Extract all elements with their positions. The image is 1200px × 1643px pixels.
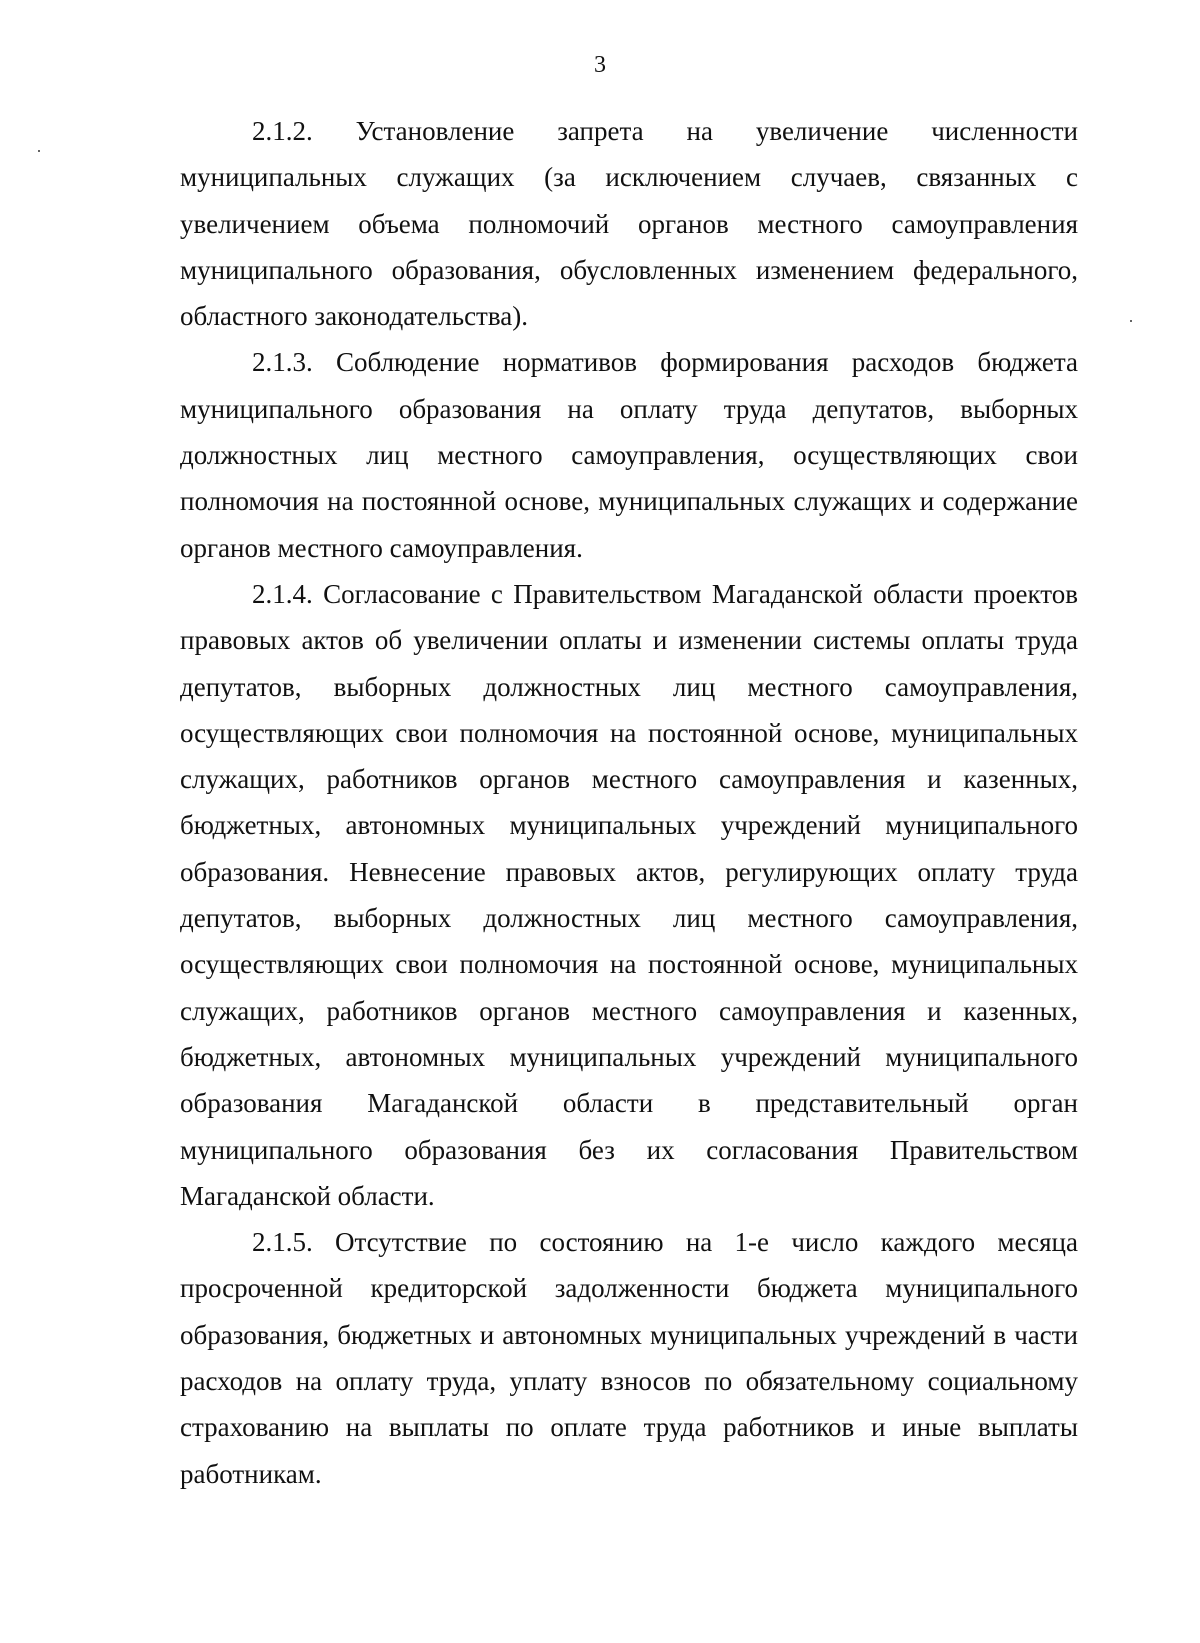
paragraph-2-1-3: 2.1.3. Соблюдение нормативов формирования расходов бюджета муниципального образования на оплату труда депутатов, выборных должностных лиц местного самоуправления, осуществляющих свои полномочия на постоянной основе, муниципальных служащих и содержание органов местного самоуправления. xyxy=(180,347,1078,563)
paragraph-2-1-4: 2.1.4. Согласование с Правительством Магаданской области проектов правовых актов об увеличении оплаты и изменении системы оплаты труда депутатов, выборных должностных лиц местного самоуправления, осуществляющих свои полномочия на постоянной основе, муниципальных служащих, работников органов местного самоуправления и казенных, бюджетных, автономных муниципальных учреждений муниципального образования. Невнесение правовых актов, регулирующих оплату труда депутатов, выборных должностных лиц местного самоуправления, осуществляющих свои полномочия на постоянной основе, муниципальных служащих, работников органов местного самоуправления и казенных, бюджетных, автономных муниципальных учреждений муниципального образования Магаданской области в представительный орган муниципального образования без их согласования Правительством Магаданской области. xyxy=(180,578,1078,1211)
page-number: 3 xyxy=(594,52,606,78)
paragraph-2-1-5: 2.1.5. Отсутствие по состоянию на 1-е число каждого месяца просроченной кредиторской задолженности бюджета муниципального образования, бюджетных и автономных муниципальных учреждений в части расходов на оплату труда, уплату взносов по обязательному социальному страхованию на выплаты по оплате труда работников и иные выплаты работникам. xyxy=(180,1227,1078,1489)
paragraph-2-1-2: 2.1.2. Установление запрета на увеличение численности муниципальных служащих (за исключением случаев, связанных с увеличением объема полномочий органов местного самоуправления муниципального образования, обусловленных изменением федерального, областного законодательства). xyxy=(180,116,1078,332)
scan-speck xyxy=(38,150,40,152)
document-body xyxy=(180,108,1078,1497)
scan-speck xyxy=(1130,320,1132,322)
